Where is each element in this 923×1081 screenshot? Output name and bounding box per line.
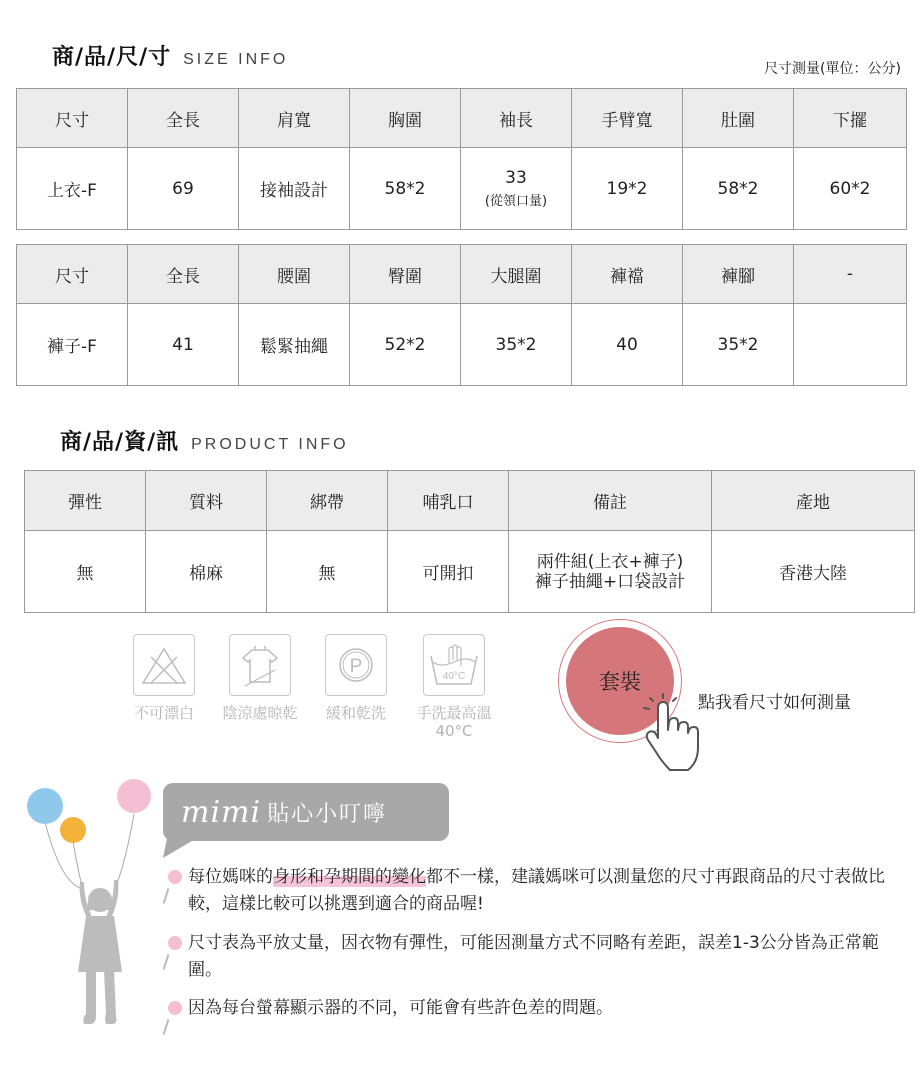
tips-title-bubble [163, 783, 449, 841]
tips-title: 貼心小叮嚀 [267, 801, 388, 827]
table-cell: 19*2 [572, 148, 683, 230]
table-cell: 58*2 [683, 148, 794, 230]
table-cell: 接袖設計 [239, 148, 350, 230]
care-label [410, 704, 498, 740]
header-cell: 尺寸 [17, 89, 128, 148]
header-cell: 褲腳 [683, 245, 794, 304]
table-cell: 60*2 [794, 148, 907, 230]
header-cell: 手臂寬 [572, 89, 683, 148]
dry-clean-p-icon [325, 634, 387, 696]
table-cell: 褲子-F [17, 304, 128, 386]
care-gentle-dry-clean [312, 634, 400, 722]
table-cell: 鬆緊抽繩 [239, 304, 350, 386]
bottom-size-table [16, 244, 907, 386]
size-info-title [52, 40, 288, 71]
table-cell: 69 [128, 148, 239, 230]
table-cell: 35*2 [683, 304, 794, 386]
table-cell: 35*2 [461, 304, 572, 386]
header-cell: 褲襠 [572, 245, 683, 304]
table-cell: 40 [572, 304, 683, 386]
tip-text: 因為每台螢幕顯示器的不同，可能會有些許色差的問題。 [188, 998, 613, 1018]
remark-line: 褲子抽繩+口袋設計 [534, 571, 686, 592]
table-cell: 可開扣 [388, 531, 509, 613]
table-cell: 棉麻 [146, 531, 267, 613]
care-label: 陰涼處晾乾 [222, 704, 298, 722]
pink-balloon-icon [117, 779, 151, 813]
product-info-title-zh: 商/品/資/訊 [60, 430, 180, 455]
product-info-table [24, 470, 915, 613]
header-cell: 彈性 [25, 471, 146, 531]
tub-temp: 40°C [442, 671, 466, 682]
table-cell [794, 304, 907, 386]
hand-wash-label: 手洗最高溫 [416, 704, 492, 722]
table-cell: 無 [25, 531, 146, 613]
sleeve-note: (從領口量) [484, 194, 548, 209]
header-cell: 綁帶 [267, 471, 388, 531]
bubble-tail-icon [163, 838, 199, 860]
size-info-title-zh: 商/品/尺/寸 [52, 45, 172, 70]
measure-guide-link[interactable]: 點我看尺寸如何測量 [698, 693, 851, 713]
header-cell: 臀圍 [350, 245, 461, 304]
girl-with-balloons-icon [20, 770, 160, 1050]
table-cell: 41 [128, 304, 239, 386]
tip-item-1 [168, 864, 908, 918]
header-cell: 胸圍 [350, 89, 461, 148]
table-cell-sleeve [461, 148, 572, 230]
tip-text: 尺寸表為平放丈量，因衣物有彈性，可能因測量方式不同略有差距，誤差1-3公分皆為正常範圍。 [188, 933, 879, 980]
table-cell: 香港大陸 [712, 531, 915, 613]
blue-balloon-icon [27, 788, 63, 824]
header-cell: 袖長 [461, 89, 572, 148]
product-info-title [60, 425, 349, 456]
unit-note: 尺寸測量(單位：公分) [764, 61, 901, 77]
header-cell: - [794, 245, 907, 304]
header-cell: 腰圍 [239, 245, 350, 304]
tip1-post: 都不一樣，建議媽咪可以測量您的尺寸再跟商品的尺寸表做比較，這樣比較可以挑選到適合的商品喔! [188, 867, 885, 914]
shade-dry-icon [229, 634, 291, 696]
header-cell: 尺寸 [17, 245, 128, 304]
table-cell: 上衣-F [17, 148, 128, 230]
product-info-title-en: PRODUCT INFO [191, 436, 349, 453]
no-bleach-icon [133, 634, 195, 696]
header-cell: 備註 [509, 471, 712, 531]
tip-item-3 [168, 995, 908, 1022]
header-cell: 肚圍 [683, 89, 794, 148]
size-info-title-en: SIZE INFO [183, 51, 289, 68]
table-cell: 無 [267, 531, 388, 613]
tip-item-2 [168, 930, 908, 984]
header-cell: 全長 [128, 245, 239, 304]
care-no-bleach [120, 634, 208, 722]
p-symbol: P [349, 656, 363, 677]
brand-logo-text: mimi [181, 794, 262, 830]
care-shade-dry [216, 634, 304, 722]
header-cell: 大腿圍 [461, 245, 572, 304]
tip1-highlight: 身形和孕期間的變化 [273, 867, 426, 887]
table-cell: 58*2 [350, 148, 461, 230]
table-cell: 52*2 [350, 304, 461, 386]
hand-wash-icon [423, 634, 485, 696]
tip1-pre: 每位媽咪的 [188, 867, 273, 887]
bullet-dot-icon [168, 870, 182, 884]
header-cell: 質料 [146, 471, 267, 531]
sleeve-value: 33 [505, 168, 527, 188]
hand-wash-temp: 40°C [435, 722, 473, 740]
header-cell: 下擺 [794, 89, 907, 148]
remark-cell [509, 531, 712, 613]
care-hand-wash [410, 634, 498, 740]
header-cell: 全長 [128, 89, 239, 148]
tip-text [168, 864, 908, 918]
care-label: 緩和乾洗 [325, 704, 386, 722]
header-cell: 產地 [712, 471, 915, 531]
header-cell: 肩寬 [239, 89, 350, 148]
remark-line: 兩件組(上衣+褲子) [536, 551, 684, 572]
bullet-dot-icon [168, 1001, 182, 1015]
orange-balloon-icon [60, 817, 86, 843]
set-badge-button[interactable]: 套裝 [566, 627, 674, 735]
bullet-dot-icon [168, 936, 182, 950]
header-cell: 哺乳口 [388, 471, 509, 531]
bullet-dash-icon [163, 1019, 170, 1035]
care-label: 不可漂白 [133, 704, 194, 722]
top-size-table [16, 88, 907, 230]
